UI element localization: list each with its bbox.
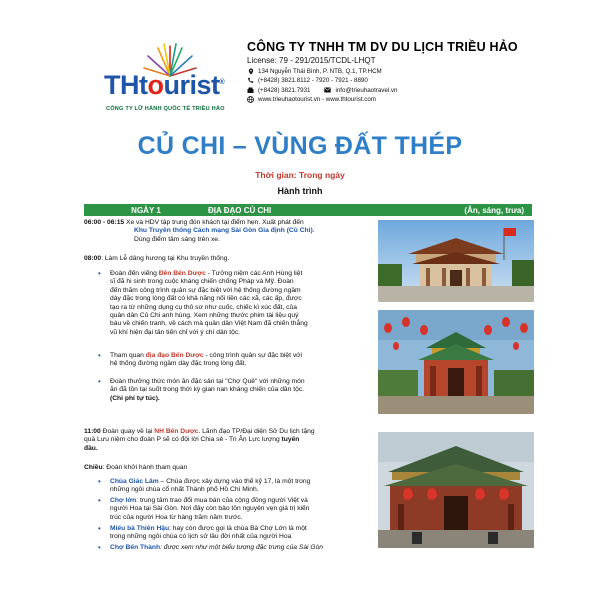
- fax-icon: [247, 87, 254, 94]
- bullet-den-ben-duoc: • Đoàn đến viếng Đền Bến Dược - Tưởng niệm các Anh Hùng liệt sĩ đã hi sinh trong cuộc kháng chiến chống Pháp và Mỹ. Đoàn đến thăm công trình quân sự đặc biệt với hệ thống đường ngầm dày đặc trong lòng đất có khả năng nối liền các xã, các ấp, được tạo ra từ những dụng cụ thô sơ như cuốc, chiếc kì xúc đất, của quân dân Củ Chi anh hùng. Xem những thước phim tài liệu quý báu về chiến tranh, về cách mà quân dân Việt Nam đã chiến thắng vũ khí hiện đại tân tiến chỉ với ý chí dân tộc.: [98, 270, 382, 337]
- itinerary-heading: Hành trình: [277, 186, 323, 196]
- phone-icon: [247, 77, 254, 84]
- web-row: [247, 96, 577, 103]
- bullet-cho-lon: • Chợ lớn: trung tâm trao đổi mua bán của cộng đồng người Việt và người Hoa tại Sài Gòn. Nơi đây còn bảo tồn nguyên vẹn giá trị kiến trúc của người Hoa từ hàng trăm năm trước.: [98, 497, 386, 522]
- logo-wordmark: THtourist®: [104, 70, 225, 100]
- memorial-temple-photo: [378, 220, 534, 302]
- address: 134 Nguyễn Thái Bình, P. NTB, Q.1, TP.HCM: [258, 67, 382, 75]
- company-name: CÔNG TY TNHH TM DV DU LỊCH TRIỀU HẢO: [247, 40, 518, 54]
- email-link[interactable]: info@trieuhaotravel.vn: [335, 86, 398, 94]
- website-link[interactable]: www.trieuhaotourist.vn - www.thtourist.com: [258, 96, 376, 103]
- day-header-bar: [84, 204, 532, 216]
- page-title: CỦ CHI – VÙNG ĐẤT THÉP: [137, 132, 463, 160]
- thtourist-logo: [100, 42, 240, 114]
- duration-label: Thời gian: Trong ngày: [255, 170, 345, 180]
- bullet-mieu-ba-thien-hau: • Miếu bà Thiên Hậu: hay còn được gọi là chùa Bà Chợ Lớn là một trong những ngôi chùa có lịch sử lâu đời nhất của người Hoa: [98, 525, 386, 542]
- location-pin-icon: [247, 68, 254, 75]
- day-label: NGÀY 1: [131, 205, 161, 215]
- globe-icon: [247, 96, 254, 103]
- phone-row: [247, 77, 577, 84]
- phone-numbers: (+8428) 3821.8112 - 7920 - 7921 - 8890: [258, 77, 368, 84]
- fax-number: (+8428) 3821.7931: [258, 86, 311, 94]
- bullet-dia-dao: • Tham quan địa đạo Bến Dược - công trình quân sự đặc biệt với hệ thống đường ngầm dày đặc trong lòng đất.: [98, 352, 382, 369]
- temple-lanterns-photo: [378, 310, 534, 414]
- day-place: ĐỊA ĐẠO CỦ CHI: [208, 205, 272, 215]
- address-row: [247, 68, 577, 75]
- assembly-hall-photo: [378, 432, 534, 548]
- license-number: License: 79 - 291/2015/TCDL-LHQT: [247, 56, 376, 65]
- schedule-1100: 11:00 Đoàn quay về lại NH Bến Dược. Lãnh đạo TP/Đại diện Sở Du lịch tặng quà Lưu niệm cho đoàn P sẽ có đội lời Chia sẻ - Tri Ân Lực lượng tuyến đầu.: [84, 428, 315, 452]
- bullet-cho-que: • Đoàn thưởng thức món ăn đặc sản tại "Chợ Quê" với những món ăn đã tồn tại suốt trong thời kỳ gian nan kháng chiến của dân tộc. (Chi phí tự túc).: [98, 378, 382, 403]
- day-meals: (Ăn, sáng, trưa): [464, 205, 524, 215]
- schedule-afternoon: Chiều: Đoàn khởi hành tham quan: [84, 464, 188, 471]
- fax-email-row: [247, 87, 577, 94]
- bullet-cho-ben-thanh: • Chợ Bến Thành: được xem như một biểu tượng đặc trưng của Sài Gòn: [98, 544, 386, 552]
- bullet-chua-giac-lam: • Chùa Giác Lâm – Chùa được xây dựng vào thế kỷ 17, là một trong những ngôi chùa cổ nhất Thành phố Hồ Chí Minh.: [98, 478, 386, 495]
- schedule-0800: 08:00: Làm Lễ dâng hương tại Khu truyền thống.: [84, 255, 230, 262]
- company-info: [247, 40, 577, 103]
- schedule-0600: 06:00 - 06:15 Xe và HDV tập trung đón khách tại điểm hẹn. Xuất phát đến Khu Truyền thống Cách mạng Sài Gòn Gia định (Củ Chi). Dùng điểm tâm sáng trên xe.: [84, 219, 315, 243]
- logo-subtitle: CÔNG TY LỮ HÀNH QUỐC TẾ TRIỀU HẢO: [106, 106, 225, 112]
- email-icon: [324, 87, 331, 94]
